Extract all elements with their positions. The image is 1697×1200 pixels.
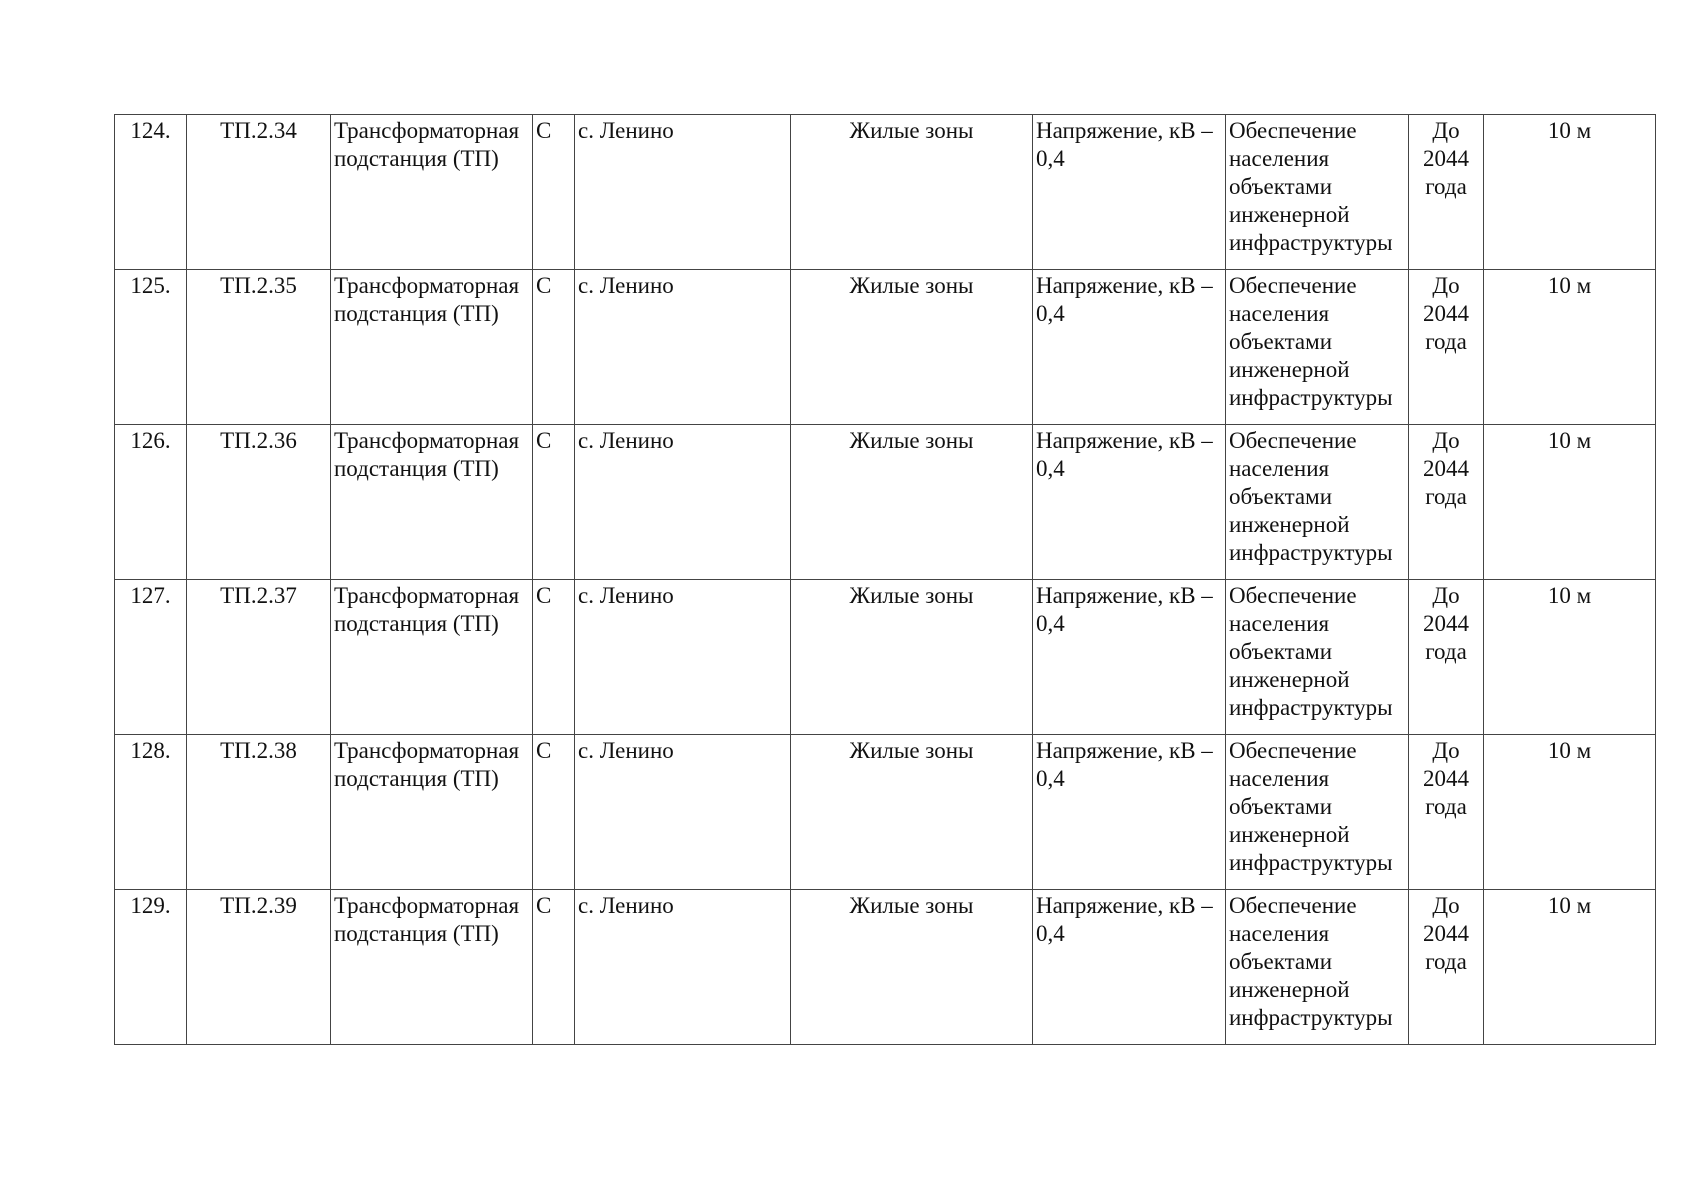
row-number-cell: 125. xyxy=(115,270,187,425)
restriction-zone-cell: 10 м xyxy=(1484,580,1656,735)
object-characteristic-cell: Напряжение, кВ – 0,4 xyxy=(1033,890,1226,1045)
object-location-cell: с. Ленино xyxy=(575,735,791,890)
functional-zone-cell: Жилые зоны xyxy=(791,735,1033,890)
functional-zone-cell: Жилые зоны xyxy=(791,425,1033,580)
object-purpose-cell: Обеспечение населения объектами инженерной инфраструктуры xyxy=(1226,580,1409,735)
object-name-cell: Трансформаторная подстанция (ТП) xyxy=(331,580,533,735)
object-purpose-cell: Обеспечение населения объектами инженерной инфраструктуры xyxy=(1226,115,1409,270)
row-number-cell: 127. xyxy=(115,580,187,735)
object-purpose-cell: Обеспечение населения объектами инженерной инфраструктуры xyxy=(1226,425,1409,580)
object-status-cell: С xyxy=(533,425,575,580)
object-purpose-cell: Обеспечение населения объектами инженерной инфраструктуры xyxy=(1226,735,1409,890)
implementation-term-cell: До 2044 года xyxy=(1409,580,1484,735)
object-name-cell: Трансформаторная подстанция (ТП) xyxy=(331,270,533,425)
restriction-zone-cell: 10 м xyxy=(1484,270,1656,425)
object-status-cell: С xyxy=(533,580,575,735)
row-number-cell: 128. xyxy=(115,735,187,890)
object-location-cell: с. Ленино xyxy=(575,580,791,735)
object-code-cell: ТП.2.36 xyxy=(187,425,331,580)
object-characteristic-cell: Напряжение, кВ – 0,4 xyxy=(1033,580,1226,735)
object-location-cell: с. Ленино xyxy=(575,425,791,580)
table-row xyxy=(115,115,1656,270)
implementation-term-cell: До 2044 года xyxy=(1409,115,1484,270)
restriction-zone-cell: 10 м xyxy=(1484,425,1656,580)
object-status-cell: С xyxy=(533,115,575,270)
object-purpose-cell: Обеспечение населения объектами инженерной инфраструктуры xyxy=(1226,270,1409,425)
implementation-term-cell: До 2044 года xyxy=(1409,890,1484,1045)
restriction-zone-cell: 10 м xyxy=(1484,890,1656,1045)
implementation-term-cell: До 2044 года xyxy=(1409,270,1484,425)
row-number-cell: 124. xyxy=(115,115,187,270)
functional-zone-cell: Жилые зоны xyxy=(791,580,1033,735)
object-location-cell: с. Ленино xyxy=(575,890,791,1045)
object-name-cell: Трансформаторная подстанция (ТП) xyxy=(331,735,533,890)
object-location-cell: с. Ленино xyxy=(575,270,791,425)
row-number-cell: 129. xyxy=(115,890,187,1045)
object-name-cell: Трансформаторная подстанция (ТП) xyxy=(331,115,533,270)
object-code-cell: ТП.2.35 xyxy=(187,270,331,425)
functional-zone-cell: Жилые зоны xyxy=(791,890,1033,1045)
objects-table-body xyxy=(115,115,1656,1045)
object-code-cell: ТП.2.37 xyxy=(187,580,331,735)
object-characteristic-cell: Напряжение, кВ – 0,4 xyxy=(1033,115,1226,270)
object-status-cell: С xyxy=(533,270,575,425)
object-code-cell: ТП.2.39 xyxy=(187,890,331,1045)
objects-table xyxy=(114,114,1656,1045)
table-row xyxy=(115,735,1656,890)
object-location-cell: с. Ленино xyxy=(575,115,791,270)
restriction-zone-cell: 10 м xyxy=(1484,115,1656,270)
restriction-zone-cell: 10 м xyxy=(1484,735,1656,890)
row-number-cell: 126. xyxy=(115,425,187,580)
object-status-cell: С xyxy=(533,735,575,890)
object-characteristic-cell: Напряжение, кВ – 0,4 xyxy=(1033,270,1226,425)
functional-zone-cell: Жилые зоны xyxy=(791,270,1033,425)
implementation-term-cell: До 2044 года xyxy=(1409,425,1484,580)
object-purpose-cell: Обеспечение населения объектами инженерной инфраструктуры xyxy=(1226,890,1409,1045)
table-row xyxy=(115,270,1656,425)
object-code-cell: ТП.2.34 xyxy=(187,115,331,270)
table-row xyxy=(115,890,1656,1045)
implementation-term-cell: До 2044 года xyxy=(1409,735,1484,890)
table-row xyxy=(115,425,1656,580)
object-characteristic-cell: Напряжение, кВ – 0,4 xyxy=(1033,735,1226,890)
object-name-cell: Трансформаторная подстанция (ТП) xyxy=(331,425,533,580)
functional-zone-cell: Жилые зоны xyxy=(791,115,1033,270)
object-characteristic-cell: Напряжение, кВ – 0,4 xyxy=(1033,425,1226,580)
table-row xyxy=(115,580,1656,735)
object-name-cell: Трансформаторная подстанция (ТП) xyxy=(331,890,533,1045)
object-code-cell: ТП.2.38 xyxy=(187,735,331,890)
object-status-cell: С xyxy=(533,890,575,1045)
